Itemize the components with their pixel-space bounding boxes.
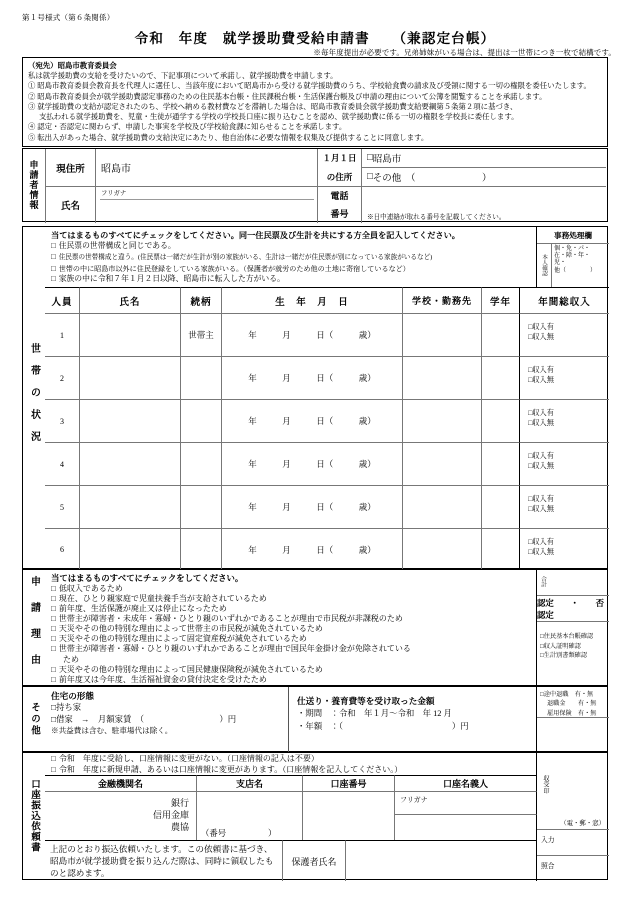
- row-2-dob[interactable]: 年 月 日（ 歳）: [221, 356, 402, 399]
- current-address-label: 現住所: [45, 149, 95, 186]
- row-5-grade[interactable]: [481, 485, 519, 528]
- admin-seal-box[interactable]: [537, 753, 609, 829]
- admin-employment-1[interactable]: [540, 690, 609, 699]
- row-1-income-yes[interactable]: [528, 323, 609, 333]
- admin-doc-check-3-label: 生計別書類確認: [543, 652, 588, 660]
- reason-check-2-label: 現在、ひとり親家庭で児童扶養手当が支給されているため: [58, 594, 267, 604]
- row-1-income[interactable]: [519, 313, 609, 356]
- row-6-income-no[interactable]: [528, 548, 609, 558]
- checkbox-icon[interactable]: [51, 264, 56, 273]
- remittance-period[interactable]: ・期間 ：令和 年１月〜令和 年 12 月: [297, 709, 452, 718]
- account-status-checks: [45, 753, 537, 775]
- housing-note: ※共益費は含む、駐車場代は除く。: [51, 726, 173, 736]
- household-check-2[interactable]: [51, 251, 532, 263]
- account-status-check-2-label: 令和 年度に新規申請、あるいは口座情報に変更があります。（口座情報を記入してください。）: [58, 764, 403, 774]
- account-bank-type-1[interactable]: 銀行: [170, 798, 189, 808]
- account-bank-type-3[interactable]: 農協: [170, 822, 189, 833]
- row-4-count: 4: [45, 442, 79, 485]
- row-3-relation[interactable]: [180, 399, 221, 442]
- row-2-income[interactable]: [519, 356, 609, 399]
- row-5-school[interactable]: [402, 485, 481, 528]
- row-5-income-no[interactable]: [528, 505, 609, 515]
- admin-doc-checks[interactable]: [537, 621, 609, 687]
- admin-identity-option-4: 他（ ）: [554, 267, 597, 274]
- checkbox-icon[interactable]: [51, 665, 56, 674]
- row-5-dob[interactable]: 年 月 日（ 歳）: [221, 485, 402, 528]
- reason-check-4[interactable]: [51, 614, 532, 624]
- preamble-block: [22, 57, 608, 147]
- household-check-3-label: 世帯の中に昭島市以外に住民登録をしている家族がいる。（保護者が就労のため他の土地に寄宿しているなど）: [58, 264, 410, 273]
- col-header-relation: 続柄: [180, 287, 221, 313]
- household-check-3[interactable]: [51, 263, 532, 274]
- row-5-income-yes[interactable]: [528, 495, 609, 505]
- preamble-item-2: ② 昭島市教育委員会が就学援助費認定事務のための住民基本台帳・住民課税台帳・生活保護台帳及び申請の理由について公簿を閲覧することを承諾します。: [28, 91, 547, 101]
- reason-check-7-label: 世帯主が障害者・寡婦・ひとり親のいずれかであることが理由で国民年金掛け金が免除されている: [58, 644, 411, 654]
- admin-input-label: 入力: [541, 837, 555, 844]
- household-check-4-label: 家族の中に令和７年１月２日以降、昭島市に転入した方がいる。: [58, 273, 285, 283]
- reason-check-7-continuation: ため: [63, 654, 79, 664]
- row-1-income-no-label: 収入無: [532, 332, 554, 341]
- col-header-grade: 学年: [481, 287, 519, 313]
- housing-own-label: 持ち家: [56, 703, 82, 712]
- preamble-item-3-cont: 支払われる就学援助費を、児童・生徒が通学する学校の学校長口座に振り込むことを認め、就学援助費に係る一切の権限を学校長に委任します。: [39, 112, 519, 122]
- row-2-grade[interactable]: [481, 356, 519, 399]
- admin-identity-option-3: 児・: [554, 260, 567, 267]
- col-header-school: 学校・勤務先: [402, 287, 481, 313]
- jan1-label-line1: １月１日: [322, 153, 357, 163]
- admin-employment-1-value[interactable]: 有・無: [574, 691, 594, 698]
- reason-check-list: [45, 570, 537, 687]
- row-3-count: 3: [45, 399, 79, 442]
- row-1-relation: 世帯主: [180, 313, 221, 356]
- account-guardian-label: 保護者氏名: [282, 840, 345, 881]
- row-6-grade[interactable]: [481, 528, 519, 570]
- household-instruction-block: [45, 227, 537, 287]
- col-header-income: 年間総収入: [519, 287, 609, 313]
- row-5-count: 5: [45, 485, 79, 528]
- form-number: 第１号様式（第６条関係）: [22, 13, 115, 22]
- reason-check-2[interactable]: [51, 594, 532, 604]
- row-4-grade[interactable]: [481, 442, 519, 485]
- account-bank-field[interactable]: [45, 791, 196, 840]
- other-section-label: その他: [29, 701, 39, 737]
- admin-total-label: 合計: [540, 576, 546, 588]
- checkbox-icon[interactable]: [51, 644, 56, 653]
- account-bank-type-2[interactable]: 信用金庫: [152, 810, 189, 821]
- row-2-income-no-label: 収入無: [532, 375, 554, 384]
- admin-seal-label: 収受印: [542, 774, 549, 794]
- checkbox-icon[interactable]: [51, 634, 56, 643]
- reason-check-8-label: 天災やその他の特別な理由によって国民健康保険税が減免されているため: [58, 664, 323, 674]
- row-3-grade[interactable]: [481, 399, 519, 442]
- housing-title: 住宅の形態: [51, 691, 94, 701]
- account-guardian-signature[interactable]: [345, 840, 537, 881]
- jan1-address-label-2: [317, 167, 361, 186]
- preamble-intro: 私は就学援助費の支給を受けたいので、下記事項について承諾し、就学援助費を申請します。: [28, 71, 338, 81]
- row-5-income-no-label: 収入無: [532, 504, 554, 513]
- row-4-income[interactable]: [519, 442, 609, 485]
- checkbox-icon[interactable]: [51, 604, 56, 613]
- row-6-income-yes[interactable]: [528, 538, 609, 548]
- row-1-name[interactable]: [79, 313, 180, 356]
- jan1-address-label: [317, 149, 361, 167]
- admin-identity-option-1: 個・免・パ・: [554, 246, 591, 252]
- reason-check-4-label: 世帯主が障害者・未成年・寡婦・ひとり親のいずれかであることが理由で市民税が非課税のため: [58, 614, 403, 624]
- admin-doc-check-1[interactable]: [540, 632, 609, 642]
- admin-identity-label: 本人確認: [541, 254, 547, 277]
- jan1-label-line2: の住所: [326, 171, 353, 182]
- row-3-income-no[interactable]: [528, 419, 609, 429]
- admin-verify-row[interactable]: [537, 855, 609, 881]
- checkbox-icon[interactable]: [51, 584, 56, 593]
- checkbox-icon[interactable]: [51, 754, 56, 763]
- row-6-income-yes-label: 収入有: [532, 538, 554, 546]
- admin-employment-2-value[interactable]: 有・無: [577, 700, 597, 708]
- reason-check-9-label: 前年度又は今年度、生活福祉資金の貸付決定を受けたため: [58, 674, 267, 684]
- row-6-count: 6: [45, 528, 79, 570]
- row-3-name[interactable]: [79, 399, 180, 442]
- checkbox-icon[interactable]: [51, 624, 56, 633]
- row-4-income-yes[interactable]: [528, 452, 609, 462]
- account-col-holder: 口座名義人: [394, 775, 537, 791]
- row-3-school[interactable]: [402, 399, 481, 442]
- reason-section: [22, 569, 608, 686]
- row-5-income-yes-label: 収入有: [532, 495, 554, 503]
- checkbox-icon[interactable]: [51, 274, 56, 283]
- row-6-income[interactable]: [519, 528, 609, 570]
- reason-check-6[interactable]: [51, 634, 532, 644]
- account-col-bank: 金融機関名: [45, 775, 196, 791]
- row-5-name[interactable]: [79, 485, 180, 528]
- submission-notice: ※毎年度提出が必要です。兄弟姉妹がいる場合は、提出は一世帯につき一枚で結構です。: [313, 48, 616, 57]
- checkbox-icon[interactable]: [51, 252, 56, 261]
- checkbox-icon[interactable]: [51, 594, 56, 603]
- row-4-income-yes-label: 収入有: [532, 452, 554, 460]
- household-section-label: 世帯の状況: [28, 342, 40, 453]
- row-1-income-no[interactable]: [528, 333, 609, 343]
- admin-total-cell[interactable]: [537, 570, 609, 595]
- row-3-dob[interactable]: 年 月 日（ 歳）: [221, 399, 402, 442]
- account-section-label: 口座振込依頼書: [29, 779, 39, 853]
- row-4-relation[interactable]: [180, 442, 221, 485]
- row-1-grade[interactable]: [481, 313, 519, 356]
- col-header-count: 人員: [45, 287, 79, 313]
- row-4-name[interactable]: [79, 442, 180, 485]
- preamble-item-1: ① 昭島市教育委員会教育長を代理人に選任し、当該年度において昭島市から受ける就学援助費のうち、学校給食費の請求及び受領に関する一切の権限を委任いたします。: [28, 81, 591, 91]
- row-2-income-yes[interactable]: [528, 366, 609, 376]
- remittance-amount[interactable]: ・年額 ：（ ）円: [297, 722, 469, 732]
- phone-label-line2: 番号: [317, 204, 361, 223]
- admin-doc-check-2-label: 収入証明確認: [543, 642, 581, 650]
- admin-panel-title: 事務処理欄: [554, 230, 592, 240]
- reason-check-1[interactable]: [51, 584, 532, 594]
- row-4-school[interactable]: [402, 442, 481, 485]
- account-section: [22, 752, 608, 880]
- row-1-count: 1: [45, 313, 79, 356]
- household-check-4[interactable]: [51, 274, 532, 284]
- admin-verify-label: 照合: [541, 863, 555, 870]
- admin-doc-check-3[interactable]: [540, 651, 609, 661]
- row-1-school[interactable]: [402, 313, 481, 356]
- row-5-relation[interactable]: [180, 485, 221, 528]
- admin-identity-option-2: 在・障・年・: [554, 253, 591, 260]
- row-5-income[interactable]: [519, 485, 609, 528]
- other-section: [22, 686, 608, 752]
- reason-check-6-label: 天災やその他の特別な理由によって固定資産税が減免されているため: [58, 634, 307, 644]
- row-3-income[interactable]: [519, 399, 609, 442]
- reason-check-5-label: 天災やその他の特別な理由によって世帯主の市民税が減免されているため: [58, 624, 323, 634]
- account-status-check-2[interactable]: [51, 765, 536, 776]
- household-instruction: 当てはまるものすべてにチェックをしてください。同一住民票及び生計を共にする方全員を記入してください。: [51, 231, 460, 240]
- admin-employment-1-label: 途中退職: [543, 691, 569, 698]
- admin-employment-2[interactable]: [540, 699, 609, 708]
- admin-employment-2-label: 退職金: [547, 700, 566, 708]
- row-2-income-yes-label: 収入有: [532, 366, 554, 374]
- admin-doc-check-2[interactable]: [540, 642, 609, 652]
- household-section: [22, 226, 608, 569]
- reason-check-1-label: 低収入であるため: [58, 584, 123, 593]
- account-number-field[interactable]: [302, 791, 394, 840]
- col-header-dob: 生 年 月 日: [221, 287, 402, 313]
- admin-identity-label-cell: [537, 243, 551, 287]
- checkbox-icon[interactable]: [51, 614, 56, 623]
- row-4-income-no[interactable]: [528, 462, 609, 472]
- jan1-option-other[interactable]: [361, 167, 606, 186]
- checkbox-icon[interactable]: [51, 241, 56, 250]
- applicant-section-label: 申請者情報: [28, 160, 39, 210]
- reason-check-8[interactable]: [51, 665, 532, 675]
- admin-doc-check-1-label: 住民基本台帳確認: [543, 633, 594, 640]
- row-4-income-no-label: 収入無: [532, 461, 554, 470]
- applicant-info-section: [22, 148, 608, 222]
- reason-section-label: 申請理由: [28, 575, 40, 680]
- col-header-name: 氏名: [79, 287, 180, 313]
- account-col-number: 口座番号: [302, 775, 394, 791]
- name-label: 氏名: [45, 186, 95, 223]
- household-check-2-label: 住民票の世帯構成と違う。(住民票は一緒だが生計が別の家族がいる、生計は一緒だが住民票が別になっている家族がいるなど): [58, 254, 433, 262]
- household-check-1[interactable]: [51, 241, 532, 251]
- page-title: 令和 年度 就学援助費受給申請書 （兼認定台帳）: [134, 31, 496, 46]
- account-holder-furigana[interactable]: [394, 791, 537, 814]
- account-branch-field[interactable]: [196, 791, 302, 840]
- account-declaration: 上記のとおり振込依頼いたします。この依頼書に基づき、昭島市が就学援助費を振り込んだ際は、同時に領収したものと認めます。: [45, 840, 282, 881]
- housing-block: [45, 687, 289, 753]
- admin-identity-options[interactable]: [551, 243, 609, 287]
- checkbox-icon[interactable]: [51, 675, 56, 684]
- jan1-option-other-label: その他 （ ）: [372, 174, 492, 184]
- preamble-addressee: （宛先）昭島市教育委員会: [28, 61, 117, 70]
- row-1-dob[interactable]: 年 月 日（ 歳）: [221, 313, 402, 356]
- row-2-count: 2: [45, 356, 79, 399]
- admin-input-row[interactable]: [537, 829, 609, 855]
- row-6-school[interactable]: [402, 528, 481, 570]
- jan1-option-akishima[interactable]: [361, 149, 606, 167]
- name-furigana-field[interactable]: [95, 186, 317, 200]
- row-3-income-yes[interactable]: [528, 409, 609, 419]
- admin-employment-3-value[interactable]: 有・無: [577, 709, 597, 717]
- preamble-item-5: ⑤ 転出入があった場合、就学援助費の支給決定にあたり、他自治体に必要な情報を収集及び提供することに同意します。: [28, 132, 429, 142]
- row-2-relation[interactable]: [180, 356, 221, 399]
- admin-decision[interactable]: 認定 ・ 否認定: [537, 595, 609, 621]
- name-input-field[interactable]: [95, 200, 317, 223]
- row-6-relation[interactable]: [180, 528, 221, 570]
- phone-note: ※日中連絡が取れる番号を記載してください。: [361, 208, 606, 223]
- remittance-block: [289, 687, 537, 753]
- admin-employment-3-label: 雇用保険: [547, 709, 572, 717]
- housing-rent-label: 借家 → 月額家賃 （ ）円: [56, 715, 237, 725]
- account-status-check-1-label: 令和 年度に受給し、口座情報に変更がない。（口座情報の記入は不要）: [58, 754, 319, 763]
- row-3-income-no-label: 収入無: [532, 418, 554, 427]
- row-2-name[interactable]: [79, 356, 180, 399]
- row-3-income-yes-label: 収入有: [532, 409, 554, 417]
- account-branch-number-label: （番号 ）: [201, 829, 277, 838]
- housing-rent-option[interactable]: [51, 714, 288, 726]
- remittance-title: 仕送り・養育費等を受け取った金額: [297, 696, 435, 706]
- phone-label-line1: 電話: [317, 186, 361, 204]
- row-2-income-no[interactable]: [528, 376, 609, 386]
- row-4-dob[interactable]: 年 月 日（ 歳）: [221, 442, 402, 485]
- furigana-label: フリガナ: [101, 190, 127, 197]
- household-check-1-label: 住民票の世帯構成と同じである。: [58, 241, 176, 250]
- preamble-item-4: ④ 認定・否認定に関わらず、申請した事実を学校及び学校給食課に知らせることを承諾します。: [28, 122, 347, 132]
- row-1-income-yes-label: 収入有: [532, 323, 554, 331]
- account-holder-name[interactable]: [394, 814, 537, 840]
- reason-check-9[interactable]: [51, 675, 532, 685]
- reason-instruction: 当てはまるものすべてにチェックをしてください。: [51, 574, 244, 583]
- account-col-branch: 支店名: [196, 775, 302, 791]
- checkbox-icon[interactable]: [51, 765, 56, 774]
- admin-seal-top-spacer: [537, 717, 609, 753]
- row-6-dob[interactable]: 年 月 日（ 歳）: [221, 528, 402, 570]
- row-6-income-no-label: 収入無: [532, 547, 554, 556]
- admin-seal-methods: （電・郵・窓）: [560, 820, 605, 827]
- preamble-item-3: ③ 就学援助費の支給が認定されたのち、学校へ納める教材費などを滞納した場合は、昭島市教育委員会就学援助費支給要綱第５条第２項に基づき、: [28, 101, 518, 111]
- reason-check-5[interactable]: [51, 624, 532, 634]
- phone-input-field[interactable]: [361, 186, 606, 208]
- account-status-check-1[interactable]: [51, 754, 536, 765]
- reason-check-3[interactable]: [51, 604, 532, 614]
- row-6-name[interactable]: [79, 528, 180, 570]
- reason-check-7[interactable]: [51, 644, 532, 654]
- jan1-option-akishima-label: 昭島市: [372, 155, 402, 165]
- account-furigana-label: フリガナ: [400, 796, 428, 804]
- current-address-value[interactable]: 昭島市: [95, 149, 317, 186]
- housing-own-option[interactable]: [51, 702, 288, 714]
- reason-check-3-label: 前年度、生活保護が廃止又は停止になったため: [58, 604, 227, 614]
- admin-employment-block[interactable]: [537, 687, 609, 717]
- row-2-school[interactable]: [402, 356, 481, 399]
